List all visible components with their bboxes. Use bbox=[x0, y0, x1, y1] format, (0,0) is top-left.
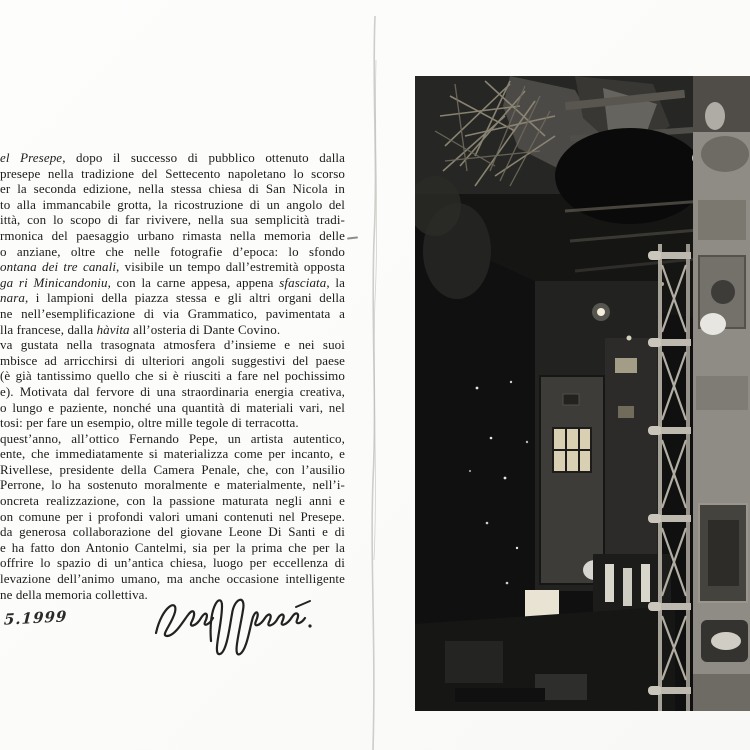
handwritten-date: 5.1999 bbox=[3, 607, 68, 629]
text-line: ne nell’esemplificazione di via Grammatico, pavimentata a bbox=[0, 305, 345, 321]
text-line: offrire lo spazio di un’antica chiesa, luogo per eccellenza di bbox=[0, 555, 345, 571]
text-line: rmonica del paesaggio urbano rimasta nella memoria delle bbox=[0, 227, 345, 243]
text-line: e ha fatto don Antonio Cantelmi, sia per la prima che per la bbox=[0, 539, 345, 555]
text-line: nara, i lampioni della piazza stessa e gli altri organi della bbox=[0, 290, 345, 306]
text-line: Perrone, lo ha sostenuto moralmente e materialmente, nell’i- bbox=[0, 477, 345, 493]
text-line: oncreta realizzazione, con la passione maturata negli anni e bbox=[0, 493, 345, 509]
text-line: presepe nella tradizione del Settecento napoletano lo scorso bbox=[0, 165, 345, 181]
text-line: ente, che immediatamente si materializza come per incanto, e bbox=[0, 446, 345, 462]
text-line: o lungo e paziente, nonché una quantità di materiali vari, nel bbox=[0, 399, 345, 415]
signature-handwriting bbox=[148, 586, 318, 664]
text-line: on comune per i profondi valori umani contenuti nel Presepe. bbox=[0, 508, 345, 524]
text-line: mbisce ad arricchirsi di ulteriori angoli suggestivi del paese bbox=[0, 352, 345, 368]
text-line: ontana dei tre canali, visibile un tempo dall’estremità opposta bbox=[0, 259, 345, 275]
margin-mark bbox=[347, 236, 358, 239]
text-line: ne della memoria collettiva. bbox=[0, 586, 148, 602]
text-line: o anziane, oltre che nelle fotografie d’epoca: lo sfondo bbox=[0, 243, 345, 259]
text-line: (è già tantissimo quello che si è riusciti a fare nel pochissimo bbox=[0, 368, 345, 384]
text-line: e). Motivata dal fervore di una straordinaria energia creativa, bbox=[0, 383, 345, 399]
text-line: to alla immancabile grotta, la ricostruzione di un angolo del bbox=[0, 196, 345, 212]
presepe-photo bbox=[415, 76, 750, 711]
text-line: da generosa collaborazione del giovane Leone Di Santi e di bbox=[0, 524, 345, 540]
text-line: er la seconda edizione, nella stessa chiesa di San Nicola in bbox=[0, 181, 345, 197]
text-line: Rivellese, presidente della Camera Penale, che, con l’ausilio bbox=[0, 461, 345, 477]
text-line: ittà, con lo scopo di far rivivere, nella sua semplicità tradi- bbox=[0, 212, 345, 228]
text-line: quest’anno, all’ottico Fernando Pepe, un artista autentico, bbox=[0, 430, 345, 446]
text-line: ga ri Minicandoniu, con la carne appesa, appena sfasciata, la bbox=[0, 274, 345, 290]
body-text bbox=[0, 150, 345, 602]
text-line: tosi: per fare un esempio, oltre mille tegole di terracotta. bbox=[0, 415, 299, 431]
text-line: lla francese, dalla hàvita all’osteria di Dante Covino. bbox=[0, 321, 281, 337]
text-line: levazione dell’animo umano, ma anche occasione intelligente bbox=[0, 571, 345, 587]
text-line: va gustata nella trasognata atmosfera d’insieme e nei suoi bbox=[0, 337, 345, 353]
presepe-photo-image bbox=[415, 76, 750, 711]
text-line: el Presepe, dopo il successo di pubblico ottenuto dalla bbox=[0, 150, 345, 165]
